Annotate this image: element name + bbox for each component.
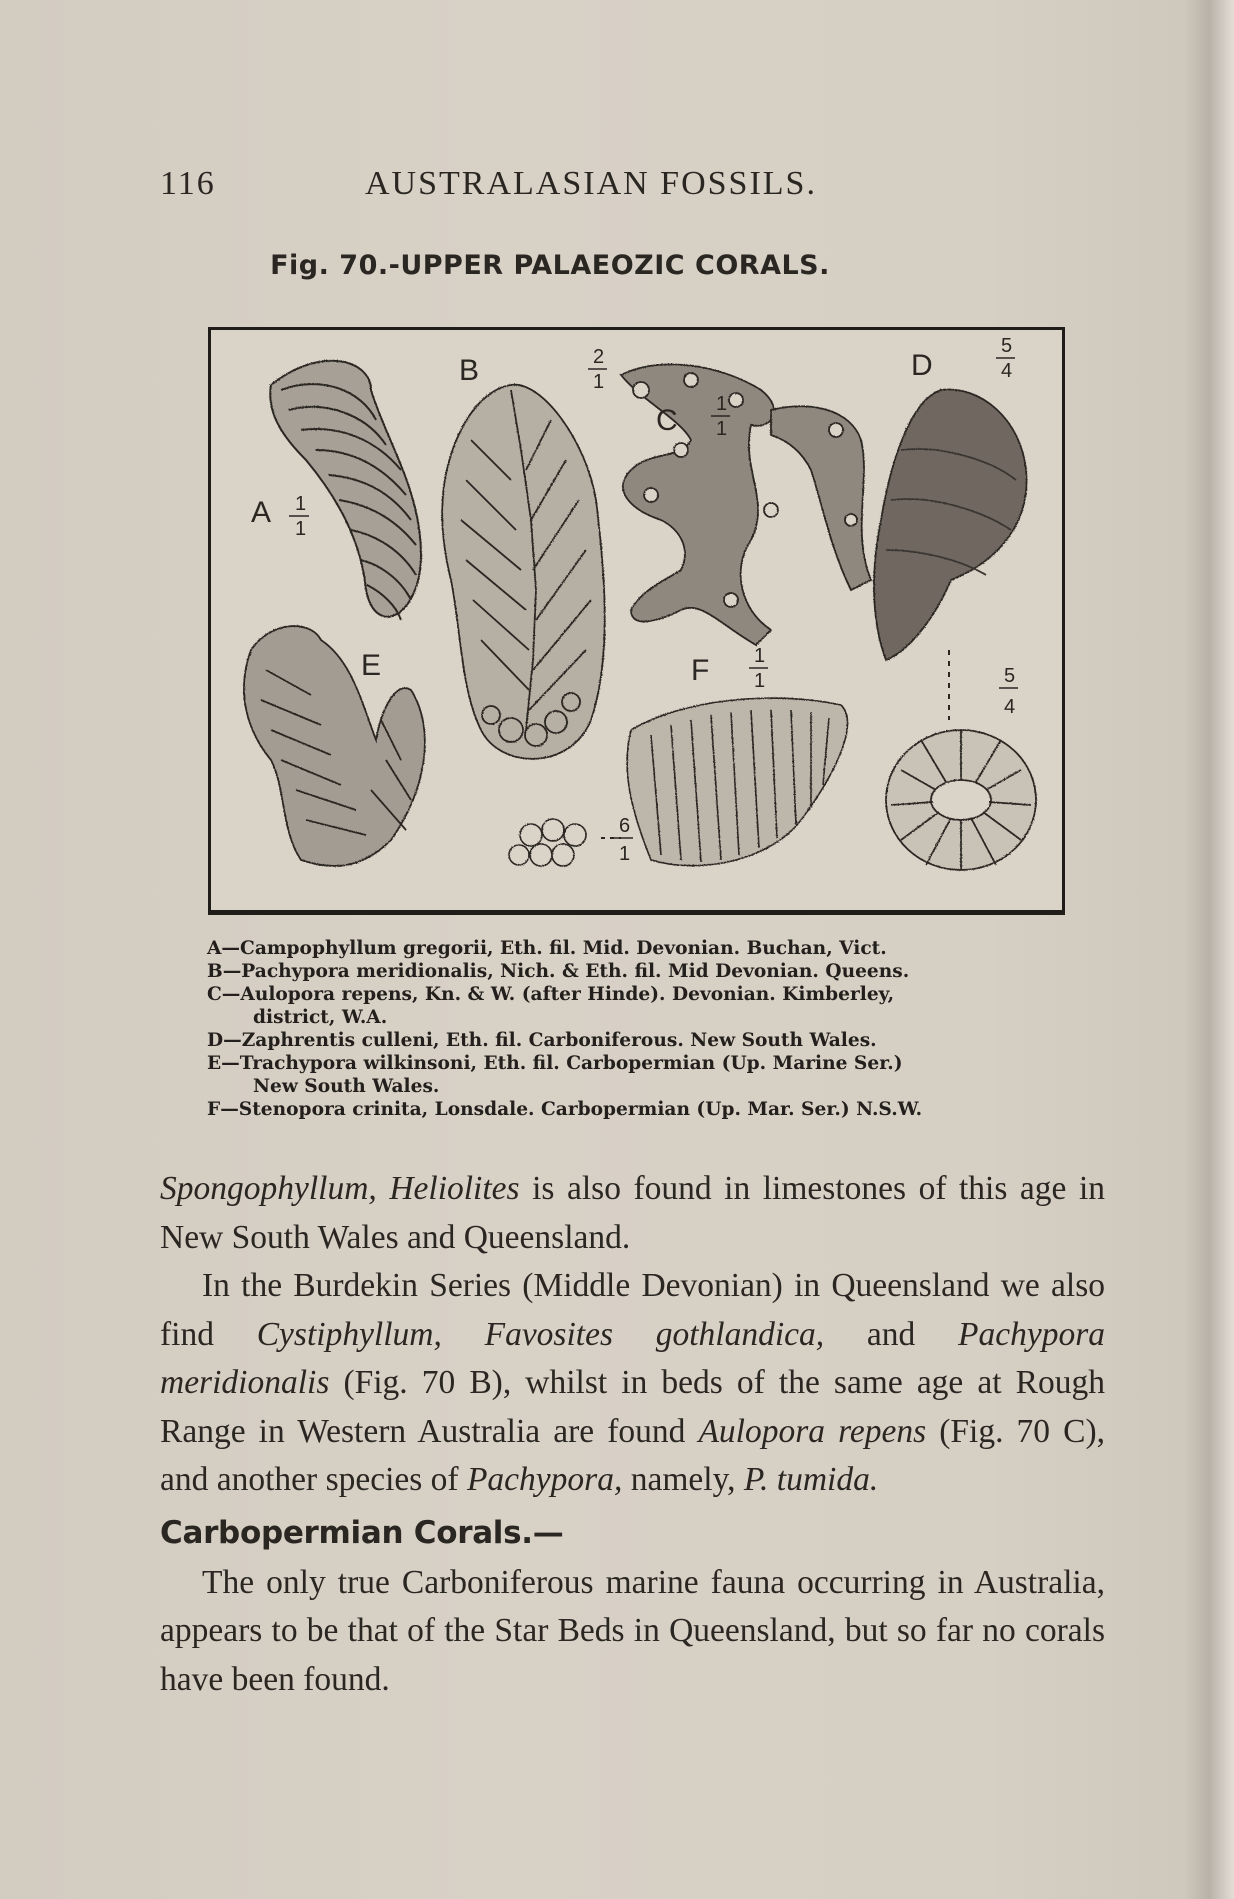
caption-e-continued: New South Wales. bbox=[253, 1076, 440, 1097]
paragraph-1 bbox=[160, 1165, 1105, 1262]
label-a-scale-den: 1 bbox=[295, 518, 307, 540]
taxa-p-tumida: P. tumida. bbox=[743, 1461, 879, 1498]
paragraph-2 bbox=[160, 1262, 1105, 1505]
coral-figure-plate bbox=[208, 327, 1065, 915]
label-f2-scale-den: 1 bbox=[619, 843, 631, 865]
specimen-a-drawing bbox=[270, 361, 421, 620]
label-d: D bbox=[911, 349, 933, 382]
label-f: F bbox=[691, 654, 710, 687]
caption-c: C—Aulopora repens, Kn. & W. (after Hinde). Devonian. Kimberley, bbox=[207, 984, 895, 1005]
label-c-scale-den: 1 bbox=[716, 418, 728, 440]
figure-title: Fig. 70.-UPPER PALAEOZIC CORALS. bbox=[270, 250, 830, 281]
p2-text-a: In the Burdekin Series (Middle Devonian) in Queensland we also find bbox=[160, 1267, 1105, 1353]
paragraph-3: The only true Carboniferous marine fauna occurring in Australia, appears to be that of the Star Beds in Queensland, but so far no corals have been found. bbox=[160, 1563, 1105, 1698]
label-b-scale-num: 2 bbox=[593, 346, 605, 368]
taxa-pachypora: Pachypora, bbox=[466, 1461, 623, 1498]
specimen-e-drawing bbox=[244, 626, 425, 866]
page-number: 116 bbox=[160, 165, 216, 202]
p2-text-b: and bbox=[824, 1315, 958, 1353]
taxa-pachypora-meridionalis: Pachypora meridionalis bbox=[160, 1315, 1105, 1401]
caption-a: A—Campophyllum gregorii, Eth. fil. Mid. Devonian. Buchan, Vict. bbox=[207, 938, 887, 959]
label-d2-scale-num: 5 bbox=[1004, 665, 1016, 687]
p2-text-e: namely, bbox=[622, 1461, 744, 1498]
body-text bbox=[160, 1165, 1105, 1704]
taxa-cystiphyllum-favosites: Cystiphyllum, Favosites gothlandica, bbox=[256, 1315, 825, 1353]
section-heading: Carbopermian Corals.— bbox=[160, 1514, 564, 1551]
running-head bbox=[160, 165, 910, 205]
caption-c-continued: district, W.A. bbox=[253, 1007, 388, 1028]
label-d2-scale-den: 4 bbox=[1004, 696, 1016, 718]
caption-d: D—Zaphrentis culleni, Eth. fil. Carboniferous. New South Wales. bbox=[207, 1030, 877, 1051]
label-b: B bbox=[459, 354, 480, 387]
label-f2-scale-num: 6 bbox=[619, 815, 631, 837]
label-f-scale-num: 1 bbox=[754, 645, 766, 667]
p2-text-c: (Fig. 70 B), whilst in beds of the same age at Rough Range in Western Australia are found bbox=[160, 1364, 1105, 1450]
label-e: E bbox=[361, 649, 382, 682]
caption-e: E—Trachypora wilkinsoni, Eth. fil. Carbopermian (Up. Marine Ser.) bbox=[207, 1053, 903, 1074]
label-f-scale-den: 1 bbox=[754, 670, 766, 692]
caption-b: B—Pachypora meridionalis, Nich. & Eth. fil. Mid Devonian. Queens. bbox=[207, 961, 910, 982]
taxa-spongophyllum-heliolites: Spongophyllum, Heliolites bbox=[160, 1170, 520, 1207]
figure-captions bbox=[207, 937, 1107, 1121]
label-b-scale-den: 1 bbox=[593, 371, 605, 393]
p2-text-d: (Fig. 70 C), and another species of bbox=[160, 1412, 1105, 1498]
label-d-scale-den: 4 bbox=[1001, 360, 1013, 382]
paragraph-1-text: is also found in limestones of this age in New South Wales and Queensland. bbox=[160, 1170, 1105, 1256]
running-title: AUSTRALASIAN FOSSILS. bbox=[365, 165, 817, 202]
label-a-scale-num: 1 bbox=[295, 493, 307, 515]
specimen-b-drawing bbox=[442, 385, 604, 759]
caption-f: F—Stenopora crinita, Lonsdale. Carbopermian (Up. Mar. Ser.) N.S.W. bbox=[207, 1099, 923, 1120]
label-c-scale-num: 1 bbox=[716, 393, 728, 415]
specimen-d-drawing bbox=[874, 390, 1036, 870]
label-d-scale-num: 5 bbox=[1001, 335, 1013, 357]
label-c: C bbox=[656, 404, 678, 437]
taxa-aulopora-repens: Aulopora repens bbox=[698, 1412, 927, 1450]
coral-illustrations bbox=[211, 330, 1062, 910]
label-a: A bbox=[251, 496, 272, 529]
